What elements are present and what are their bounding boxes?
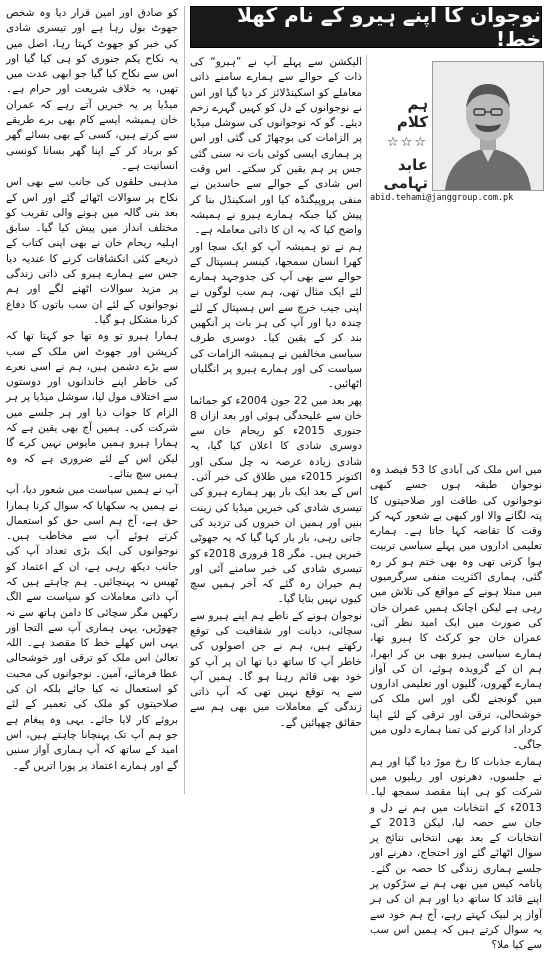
article-paragraph: ہمارا ہیرو تو وہ تھا جو کہتا تھا کہ کرپشن اور جھوٹ اس ملک کے سب سے بڑے دشمن ہیں، ہم نے اسی نعرے کی خاطر اپنے خاندانوں اور دوستوں سے اختلاف مول لیا، سوشل میڈیا پر ہر الزام کا جواب دیا اور ہر جلسے میں شرکت کی۔ ہمیں آج بھی یقین ہے کہ ہمارا ہیرو ہمیں مایوس نہیں کرے گا لیکن اس کے لئے ضروری ہے کہ وہ ہمیں سچ بتائے۔: [6, 330, 178, 480]
article-column-middle: [190, 55, 362, 794]
column-divider: [366, 55, 367, 794]
author-portrait-icon: [433, 62, 543, 190]
article-column-right: [370, 463, 542, 952]
article-paragraph: الیکشن سے پہلے آپ نے ”ہیرو“ کی ذات کے حوالے سے ہمارے سامنے ذاتی معاملے کو اسکینڈلائز کر دیا گیا اور اس نے نوجوانوں کے دل کو کہیں گہرے زخم دیئے۔ گو کہ نوجوانوں کی سوشل میڈیا پر الزامات کی بوچھاڑ کی گئی اور اس پر ہماری ایسی کوئی بات نہ سنی گئی جس پر ہم یقین کر سکتے۔ اس وقت اس شادی کے حوالے سے حاسدین نے منفی پروپیگنڈہ کیا اور اسکینڈل بنا کر پیش کیا جبکہ ہمارے ہیرو نے ہمیشہ واضح کیا کہ یہ ان کا ذاتی معاملہ ہے۔: [190, 56, 362, 237]
article-paragraph: آپ نے ہمیں سیاست میں شعور دیا، آپ نے ہمیں یہ سکھایا کہ سوال کرنا ہمارا حق ہے، آج ہم اسی حق کو استعمال کرتے ہوئے آپ سے مخاطب ہیں۔ نوجوانوں کی ایک بڑی تعداد آپ کی جانب دیکھ رہی ہے، ان کے اعتماد کو ٹھیس نہ پہنچائیں۔ ہم چاہتے ہیں کہ آپ ذاتی معاملات کو سیاست سے الگ رکھیں مگر سچائی کا دامن ہاتھ سے نہ چھوڑیں، یہی ہماری آپ سے التجا اور یہی اس کھلے خط کا مقصد ہے۔ اللہ تعالیٰ اس ملک کو ترقی اور خوشحالی عطا فرمائے، آمین۔ نوجوانوں کی محبت کو استعمال نہ کیا جائے بلکہ ان کی صلاحیتوں کو ملک کی تعمیر کے لئے بروئے کار لایا جائے۔ یہی وہ پیغام ہے جو ہم آپ تک پہنچانا چاہتے ہیں، اس امید کے ساتھ کہ آپ ہماری آواز سنیں گے اور ہمارے اعتماد پر پورا اتریں گے۔: [6, 484, 178, 772]
author-email: abid.tehami@janggroup.com.pk: [370, 193, 514, 203]
article-column-left: [6, 6, 178, 794]
rating-stars: ☆☆☆: [387, 135, 428, 150]
byline-text: [380, 95, 428, 192]
article-paragraph: مذہبی حلقوں کی جانب سے بھی اس نکاح پر سوالات اٹھائے گئے اور اس کے بعد بنی گالہ میں ہونے والی تقریب کو مختلف انداز میں پیش کیا گیا۔ سابق اہلیہ ریحام خان نے بھی اپنی کتاب کے ذریعے کئی انکشافات کرنے کا عندیہ دیا جس سے ہمارے ہیرو کی ذاتی زندگی پر مزید سوالات اٹھنے لگے اور ہم نوجوانوں کے لئے ان سب باتوں کا دفاع کرنا مشکل ہو گیا۔: [6, 176, 178, 326]
article-paragraph: نوجوان ہونے کے ناطے ہم اپنے ہیرو سے سچائی، دیانت اور شفافیت کی توقع رکھتے ہیں، ہم نے جن اصولوں کی خاطر آپ کا ساتھ دیا تھا ان پر آپ کو خود بھی قائم رہنا ہو گا۔ ہمیں آپ سے یہ توقع نہیں تھی کہ آپ ذاتی زندگی کے معاملات میں بھی ہم سے حقائق چھپائیں گے۔: [190, 609, 362, 729]
article-paragraph: کو صادق اور امین قرار دیا وہ شخص جھوٹ بول رہا ہے اور تیسری شادی کی خبر کو جھوٹ کہتا رہا، اصل میں یہ نکاح یکم جنوری کو ہی کیا گیا اور اس سے نکاح کیا گیا جو ابھی عدت میں تھیں، یہ خلاف شریعت اور حرام ہے۔ میڈیا پر یہ خبریں آتے رہے کہ عمران خان ہمیشہ ایسے کام بھی برے طریقے سے کرتے ہیں، کسی کے بھی بسائے گھر کو برباد کر کے اپنا گھر بسانا کونسی انسانیت ہے۔: [6, 7, 178, 172]
article-paragraph: ہمارے جذبات کا رخ موڑ دیا گیا اور ہم نے جلسوں، دھرنوں اور ریلیوں میں شرکت کو ہی اپنا مقصد سمجھ لیا۔ 2013ء کے انتخابات میں ہم نے دل و جان سے حصہ لیا، لیکن 2013 کے انتخابات کے بعد بھی انتخابی نتائج پر سوال اٹھائے گئے اور احتجاج، دھرنے اور جلسے ہماری زندگی کا حصہ بن گئے۔ پانامہ کیس میں بھی ہم نے سڑکوں پر اپنے قائد کا ساتھ دیا اور ہم ان کی ہر آواز پر لبیک کہتے رہے، آج ہم خود سے یہ سوال کرتے ہیں کہ ہمیں اس سب سے کیا ملا؟: [370, 755, 542, 952]
article-paragraph: پھر بعد میں 22 جون 2004ء کو جمائما خان سے علیحدگی ہوئی اور بعد ازاں 8 جنوری 2015ء کو ریحام خان سے دوسری شادی کا اعلان کیا گیا، یہ شادی زیادہ عرصہ نہ چل سکی اور اکتوبر 2015ء میں طلاق کی خبر آئی۔ اس کے بعد ایک بار پھر ہمارے ہیرو کی تیسری شادی کی خبریں میڈیا کی زینت بنیں اور ہمیں ان خبروں کی تردید کی جاتی رہی، بار بار کہا گیا کہ یہ جھوٹی خبریں ہیں۔ مگر 18 فروری 2018ء کو تیسری شادی کی خبر سامنے آئی اور ہم حیران رہ گئے کہ آخر ہمیں سچ کیوں نہیں بتایا گیا۔: [190, 394, 362, 606]
byline-box: [370, 55, 542, 457]
headline: نوجوان کا اپنے ہیرو کے نام کھلا خط!: [237, 3, 541, 51]
headline-banner: [190, 3, 542, 51]
column-title: ہم کلام: [396, 95, 428, 131]
article-paragraph: ہم نے تو ہمیشہ آپ کو ایک سچا اور کھرا انسان سمجھا، کینسر ہسپتال کے حوالے سے بھی آپ کی جدوجہد ہمارے لئے ایک مثال تھی، ہم سب لوگوں نے اپنی جیب خرچ سے اس ہسپتال کے لئے چندہ دیا اور آپ کی ہر بات پر آنکھیں بند کر کے یقین کیا۔ دوسری طرف سیاسی مخالفین نے ہمیشہ الزامات کی سیاست کی اور ہمارے ہیرو پر انگلیاں اٹھائیں۔: [190, 240, 362, 391]
column-divider: [184, 6, 185, 794]
author-portrait: [432, 61, 544, 191]
author-name: عابد تہامی: [383, 156, 428, 192]
article-paragraph: میں اس ملک کی آبادی کا 53 فیصد وہ نوجوان طبقہ ہوں جسے کبھی نوجوانوں کی طاقت اور صلاحیتوں کا پتہ لگانے والا اور کبھی بے شعور کہہ کر وقت کا تقاضہ کہا جاتا ہے۔ ہمارے تعلیمی اداروں میں پہلے سیاسی تربیت ہوا کرتی تھی وہ بھی ختم ہو کر رہ گئی، ہماری اکثریت منفی سرگرمیوں میں مبتلا ہونے کے مواقع کی تلاش میں رہی ہے لیکن اچانک ہمیں عمران خان کی صورت میں ایک امید نظر آئی، عمران خان جو کرکٹ کا ہیرو تھا، ہمارے سیاسی ہیرو بھی بن کر ابھرا، ہم ان کے گرویدہ ہوئے، ان کی آواز ہمارے گھروں، گلیوں اور تعلیمی اداروں میں گونجنے لگی اور اس ملک کی خوشحالی، ترقی اور ترقی کے لئے اپنا کردار ادا کرنے کی تمنا ہمارے دلوں میں جاگی۔: [370, 464, 542, 752]
